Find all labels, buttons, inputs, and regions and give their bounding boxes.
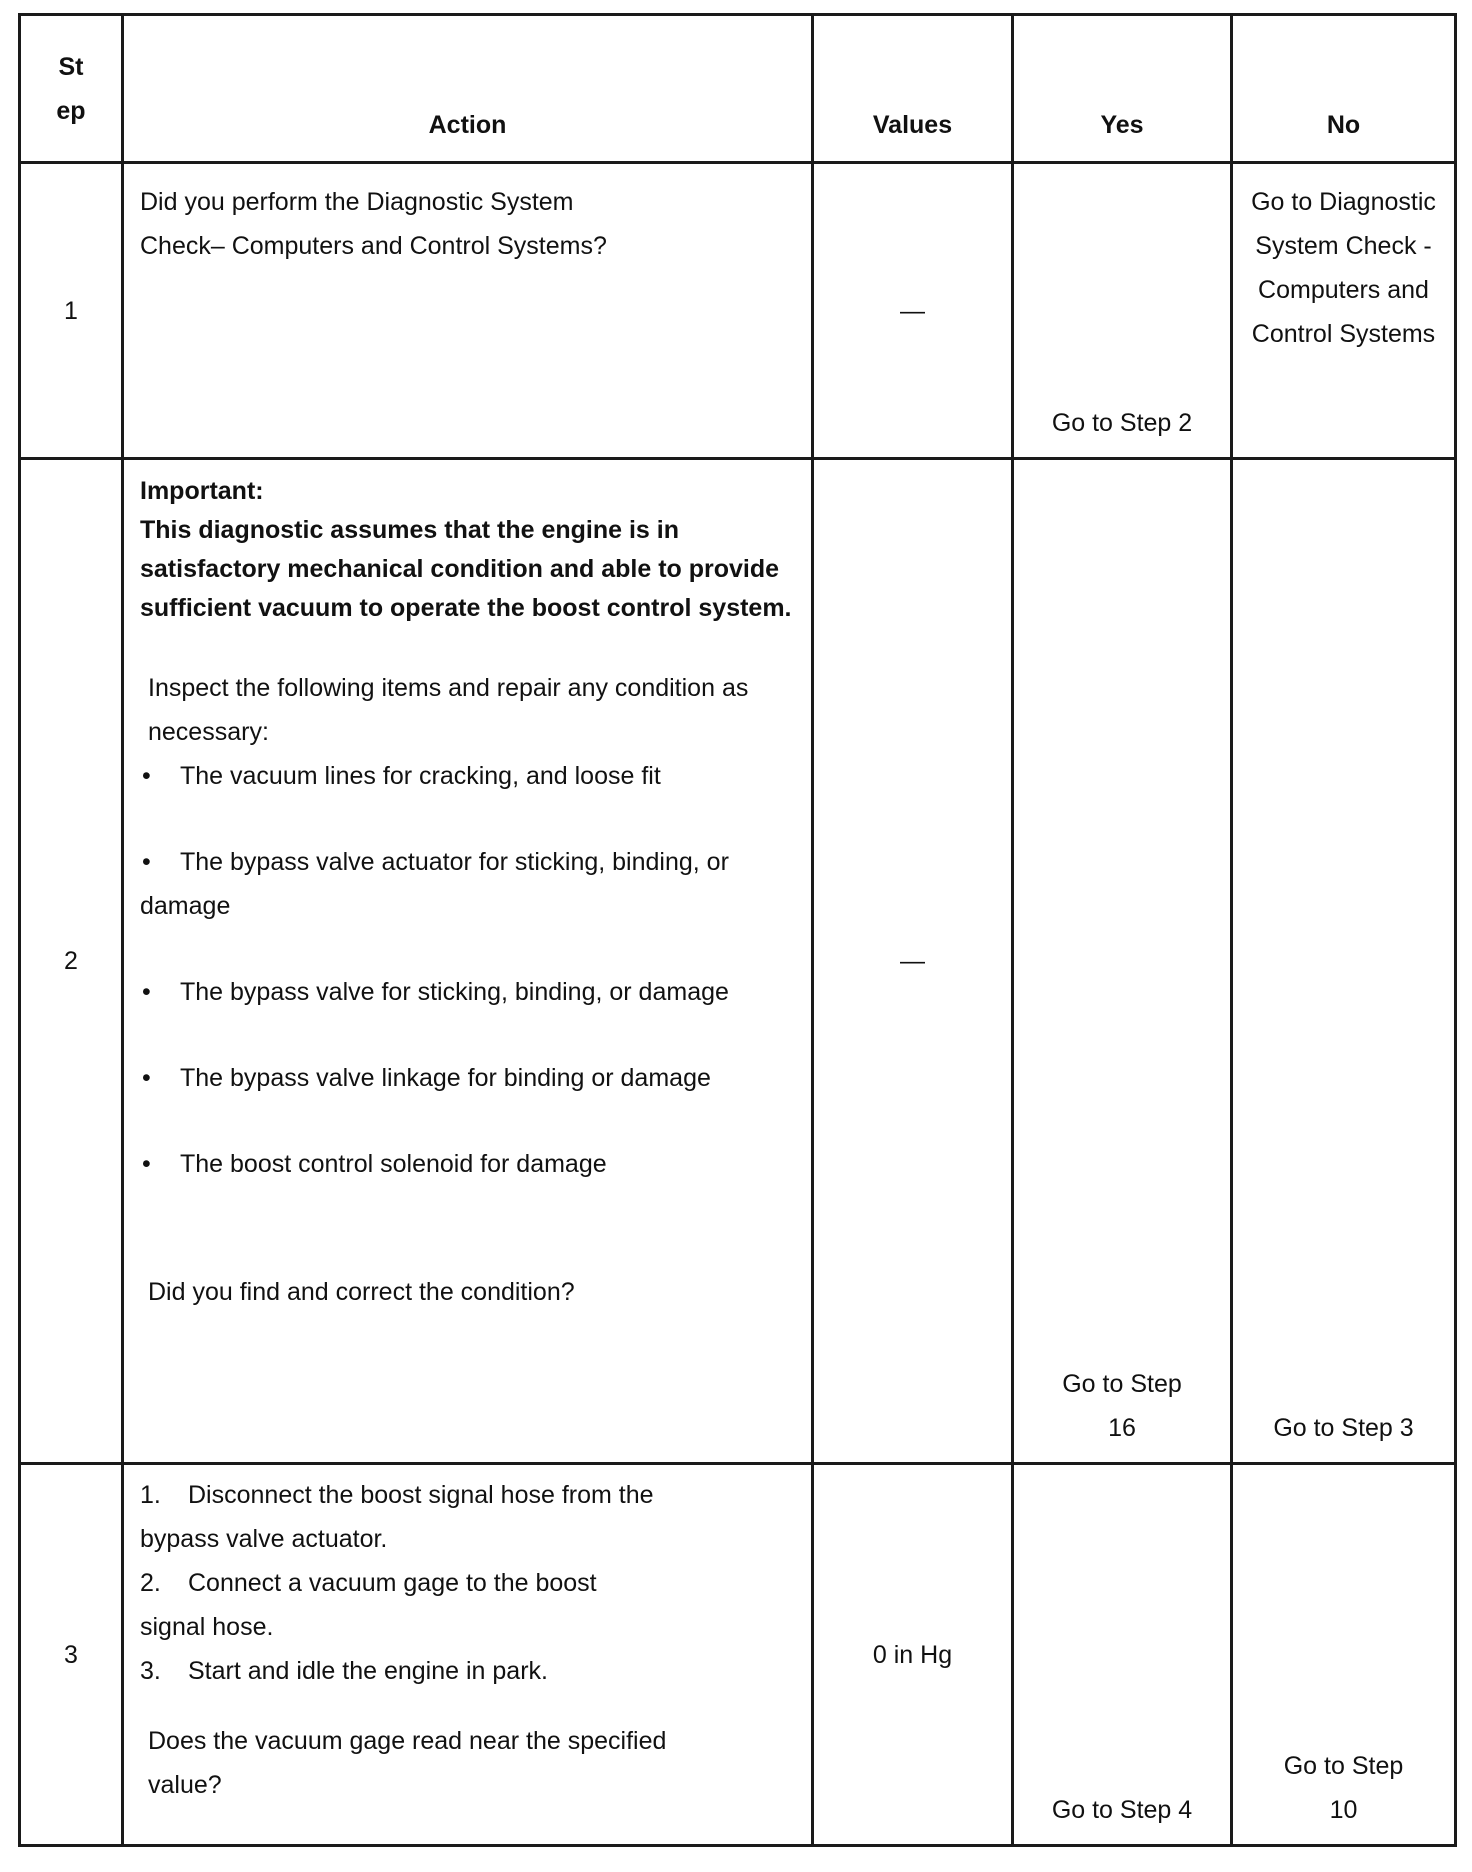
yes-cell [1013,459,1232,1464]
numbered-step [140,1561,660,1649]
intro-text-content: Inspect the following items and repair any condition as necessary: [148,674,749,746]
step-text: Connect a vacuum gage to the boost signal hose. [140,1569,597,1641]
bullet-text: The bypass valve for sticking, binding, or damage [180,978,729,1006]
action-cell [123,163,813,459]
no-cell: Go to Step 3 [1232,459,1456,1464]
step-index: 3. [140,1657,161,1685]
step-number: 3 [20,1464,123,1846]
list-item [140,1142,797,1186]
step-index: 2. [140,1569,161,1597]
bullet-icon: • [142,1150,151,1178]
step-number: 1 [20,163,123,459]
action-question: Did you perform the Diagnostic System Check– Computers and Control Systems? [140,188,607,260]
header-row [20,15,1456,163]
action-cell [123,1464,813,1846]
no-text: Go to Diagnostic System Check - Computers and Control Systems [1251,188,1436,348]
yes-cell: Go to Step 4 [1013,1464,1232,1846]
table-row [20,1464,1456,1846]
bullet-text: The boost control solenoid for damage [180,1150,607,1178]
no-text: Go to Step 10 [1283,1752,1404,1824]
header-yes: Yes [1013,15,1232,163]
bullet-icon: • [142,848,151,876]
bullet-text: The bypass valve linkage for binding or damage [180,1064,711,1092]
table-row [20,163,1456,459]
value-cell: 0 in Hg [813,1464,1013,1846]
value-cell: — [813,459,1013,1464]
header-step [20,15,123,163]
action-question: Did you find and correct the condition? [148,1278,575,1306]
no-cell [1232,163,1456,459]
header-step-label: St ep [56,52,86,125]
list-item [140,840,797,928]
list-item [140,970,797,1014]
header-no: No [1232,15,1456,163]
header-action: Action [123,15,813,163]
bullet-icon: • [142,978,151,1006]
bullet-icon: • [142,762,151,790]
step-text: Start and idle the engine in park. [188,1657,548,1685]
numbered-step [140,1649,797,1693]
action-cell [123,459,813,1464]
bullet-text: The vacuum lines for cracking, and loose fit [180,762,661,790]
step-number: 2 [20,459,123,1464]
no-cell [1232,1464,1456,1846]
list-item [140,1056,797,1100]
value-cell: — [813,163,1013,459]
important-text: This diagnostic assumes that the engine is in satisfactory mechanical condition and able to provide sufficient vacuum to operate the boost control system. [140,516,792,622]
step-index: 1. [140,1481,161,1509]
step-text: Disconnect the boost signal hose from the bypass valve actuator. [140,1481,654,1553]
action-question: Does the vacuum gage read near the specified value? [148,1727,667,1799]
header-values: Values [813,15,1013,163]
bullet-text: The bypass valve actuator for sticking, binding, or damage [140,848,729,920]
diagnostic-table [18,13,1457,1847]
numbered-step [140,1473,700,1561]
yes-text: Go to Step 16 [1062,1370,1182,1442]
bullet-icon: • [142,1064,151,1092]
yes-cell: Go to Step 2 [1013,163,1232,459]
intro-text [140,666,797,754]
list-item [140,754,797,798]
table-row [20,459,1456,1464]
important-label: Important: [140,477,264,505]
